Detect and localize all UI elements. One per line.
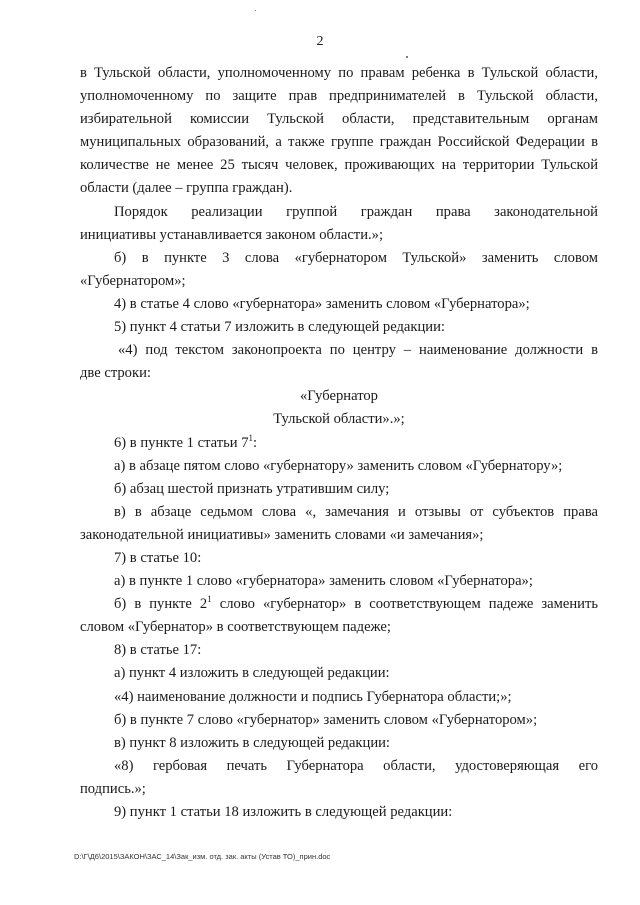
scan-speck [255, 10, 256, 11]
text-line: б) в пункте 3 слова «губернатором Тульской» заменить словом [114, 249, 598, 266]
text-fragment: : [253, 434, 258, 451]
text-line: области (далее – группа граждан). [80, 180, 293, 197]
superscript: 1 [248, 432, 254, 443]
text-fragment: б) в пункте 2 [114, 596, 208, 613]
centered-quote-line: Тульской области».»; [273, 411, 405, 428]
text-line: в) в абзаце седьмом слова «, замечания и отзывы от субъектов права [114, 503, 598, 520]
text-line: «8) гербовая печать Губернатора области, удостоверяющая его [114, 757, 598, 774]
scan-speck [406, 56, 408, 58]
text-line: две строки: [80, 365, 151, 382]
document-body [80, 62, 598, 824]
text-line: «4) наименование должности и подпись Губернатора области;»; [114, 688, 512, 705]
text-line: законодательной инициативы» заменить словами «и замечания»; [80, 526, 484, 543]
text-line: муниципальных образований, а также группе граждан Российской Федерации в [80, 134, 598, 151]
text-line: б) в пункте 7 слово «губернатор» заменить словом «Губернатором»; [114, 711, 538, 728]
text-line: б) абзац шестой признать утратившим силу; [114, 480, 390, 497]
text-line: избирательной комиссии Тульской области, представительным органам [80, 111, 598, 128]
text-line: словом «Губернатор» в соответствующем падеже; [80, 619, 391, 636]
text-line: в) пункт 8 изложить в следующей редакции: [114, 734, 390, 751]
text-line: 8) в статье 17: [114, 642, 202, 659]
text-line: а) пункт 4 изложить в следующей редакции: [114, 665, 390, 682]
text-line: количестве не менее 25 тысяч человек, проживающих на территории Тульской [80, 157, 598, 174]
text-line: в Тульской области, уполномоченному по правам ребенка в Тульской области, [80, 65, 598, 81]
page-number: 2 [316, 34, 324, 49]
text-line: 4) в статье 4 слово «губернатора» заменить словом «Губернатора»; [114, 295, 530, 312]
text-line: подпись.»; [80, 780, 146, 797]
text-line: а) в пункте 1 слово «губернатора» заменить словом «Губернатора»; [114, 573, 533, 590]
text-line: 9) пункт 1 статьи 18 изложить в следующей редакции: [114, 804, 453, 820]
centered-quote-line: «Губернатор [300, 388, 378, 405]
text-line: 5) пункт 4 статьи 7 изложить в следующей редакции: [114, 319, 445, 336]
text-line: инициативы устанавливается законом области.»; [80, 226, 383, 243]
text-line: 7) в статье 10: [114, 549, 202, 566]
text-line: уполномоченному по защите прав предпринимателей в Тульской области, [80, 88, 598, 105]
text-line: «Губернатором»; [80, 272, 186, 289]
footer-file-path: D:\Г\Д6\2015\ЗАКОН\ЗАС_14\Зак_изм. отд. зак. акты (Устав ТО)_прин.doc [74, 852, 331, 861]
text-line: Порядок реализации группой граждан права законодательной [114, 203, 598, 220]
superscript: 1 [207, 594, 212, 605]
text-line: а) в абзаце пятом слово «губернатору» заменить словом «Губернатору»; [114, 457, 563, 474]
text-line [80, 432, 598, 455]
text-fragment: слово «губернатор» в соответствующем падеже заменить [211, 596, 598, 613]
text-fragment: 6) в пункте 1 статьи 7 [114, 434, 249, 451]
text-line [80, 593, 598, 616]
text-line: «4) под текстом законопроекта по центру – наименование должности в [118, 342, 598, 359]
